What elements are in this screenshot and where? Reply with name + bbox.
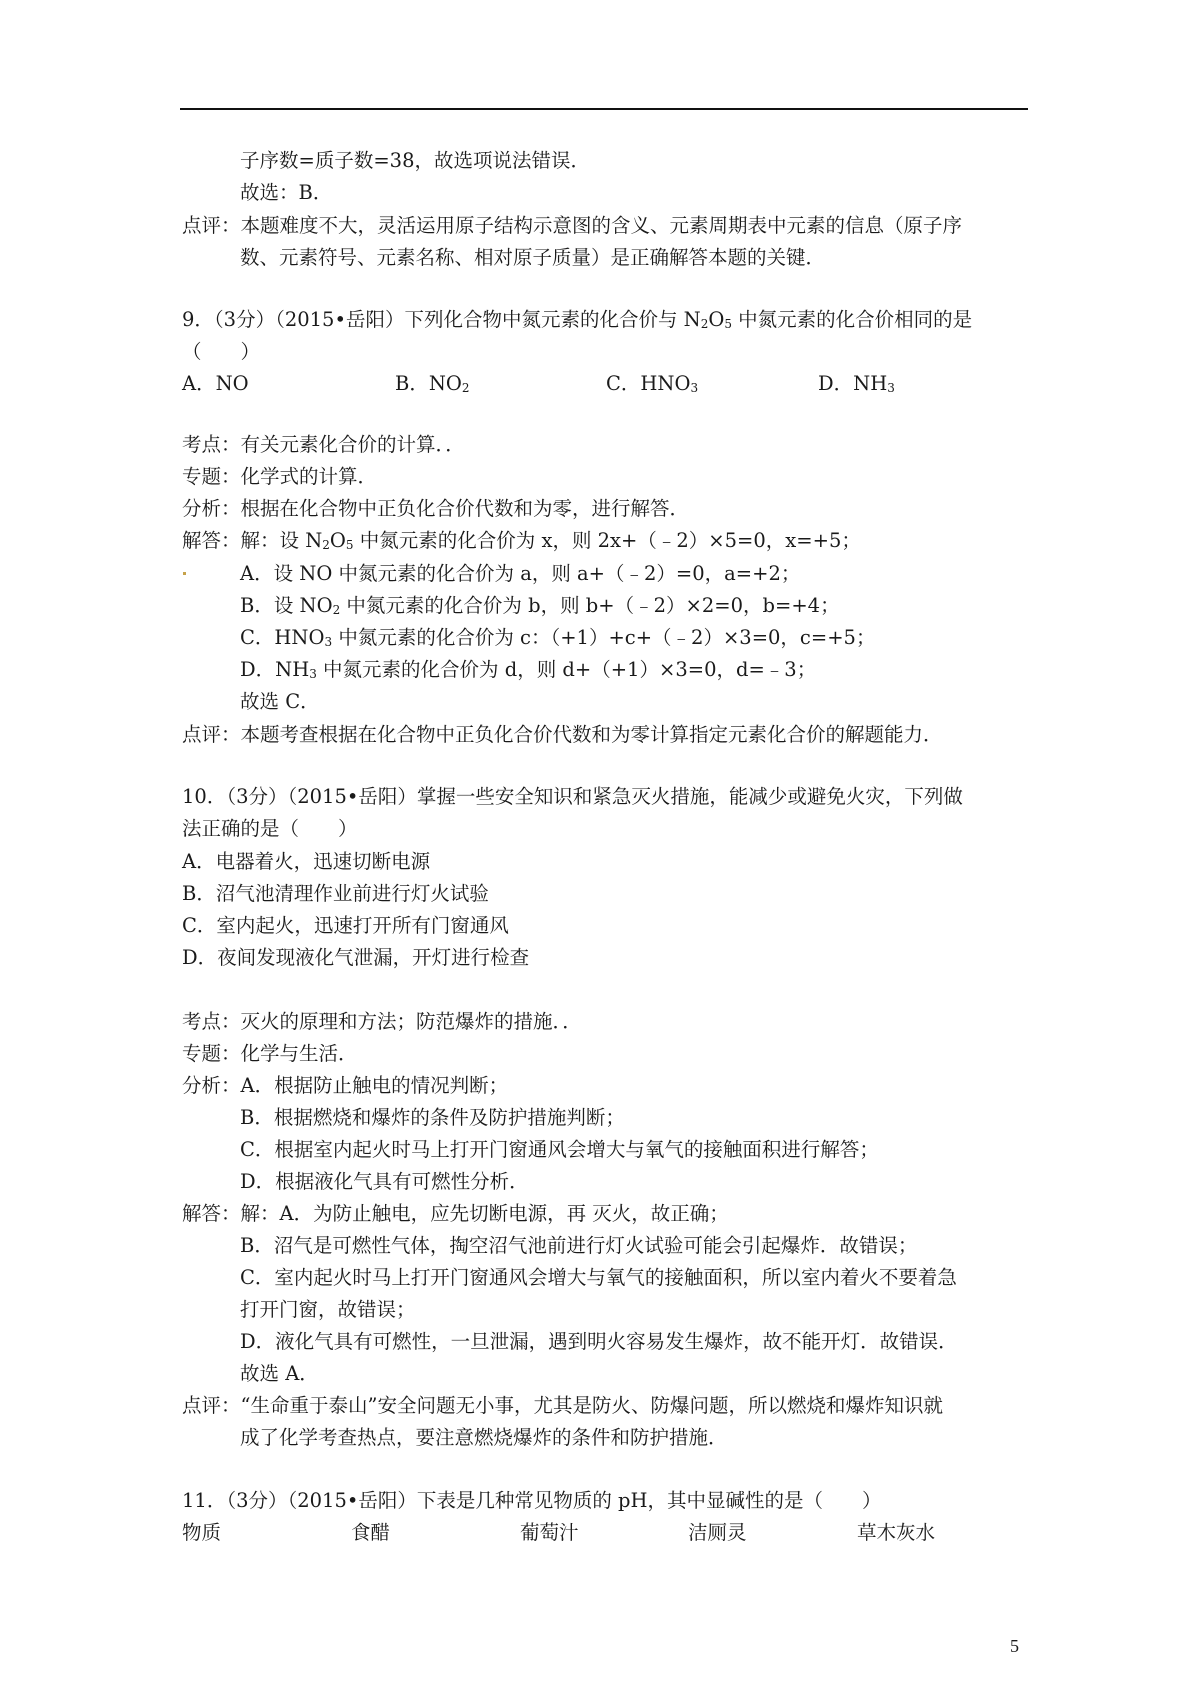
solution-line: 解答：解：A．为防止触电，应先切断电源，再 灭火，故正确； xyxy=(182,1202,729,1225)
header-rule xyxy=(180,108,1028,110)
analysis: B．根据燃烧和爆炸的条件及防护措施判断； xyxy=(240,1106,625,1129)
table-header-cell: 洁厕灵 xyxy=(688,1521,747,1544)
artifact-dot xyxy=(183,572,186,575)
solution-line: B．设 $NO_2$ 中氮元素的化合价为 b，则 b+（﹣2）×2=0，b=+4； xyxy=(240,594,840,617)
solution-line: D．$NH_3$ 中氮元素的化合价为 d，则 d+（+1）×3=0，d=﹣3； xyxy=(240,658,817,681)
comment-line: 点评：本题考查根据在化合物中正负化合价代数和为零计算指定元素化合价的解题能力． xyxy=(182,723,943,746)
text-line: 数、元素符号、元素名称、相对原子质量）是正确解答本题的关键． xyxy=(240,246,826,269)
analysis: 分析：A．根据防止触电的情况判断； xyxy=(182,1074,509,1097)
solution-line: B．沼气是可燃性气体，掏空沼气池前进行灯火试验可能会引起爆炸．故错误； xyxy=(240,1234,918,1257)
knowledge-point: 考点：灭火的原理和方法；防范爆炸的措施．． xyxy=(182,1010,582,1033)
question-11-stem: 11．（3分）（2015•岳阳）下表是几种常见物质的 pH，其中显碱性的是（ ） xyxy=(182,1489,882,1512)
solution-line: 解答：解：设 $N_2O_5$ 中氮元素的化合价为 x，则 2x+（﹣2）×5=0，x=+5； xyxy=(182,529,861,552)
comment-line: 点评：本题难度不大，灵活运用原子结构示意图的含义、元素周期表中元素的信息（原子序 xyxy=(182,214,963,237)
option-b: B．沼气池清理作业前进行灯火试验 xyxy=(182,882,489,905)
table-header-cell: 葡萄汁 xyxy=(520,1521,579,1544)
solution-line: C．室内起火时马上打开门窗通风会增大与氧气的接触面积，所以室内着火不要着急 xyxy=(240,1266,957,1289)
option-c: C．$HNO_3$ xyxy=(606,372,699,395)
option-a: A．NO xyxy=(182,372,249,395)
comment-line: 成了化学考查热点，要注意燃烧爆炸的条件和防护措施． xyxy=(240,1426,728,1449)
solution-line: C．$HNO_3$ 中氮元素的化合价为 c：（+1）+c+（﹣2）×3=0，c=+5； xyxy=(240,626,876,649)
solution-line: D．液化气具有可燃性，一旦泄漏，遇到明火容易发生爆炸，故不能开灯．故错误． xyxy=(240,1330,958,1353)
analysis: D．根据液化气具有可燃性分析． xyxy=(240,1170,529,1193)
comment-line: 点评：“生命重于泰山”安全问题无小事，尤其是防火、防爆问题，所以燃烧和爆炸知识就 xyxy=(182,1394,943,1417)
question-10-stem: 10．（3分）（2015•岳阳）掌握一些安全知识和紧急灭火措施，能减少或避免火灾，下列做 xyxy=(182,785,963,808)
option-b: B．$NO_2$ xyxy=(395,372,470,395)
page-number: 5 xyxy=(1010,1636,1019,1656)
analysis: C．根据室内起火时马上打开门窗通风会增大与氧气的接触面积进行解答； xyxy=(240,1138,879,1161)
option-a: A．电器着火，迅速切断电源 xyxy=(182,850,431,873)
solution-select: 故选 A． xyxy=(240,1362,319,1385)
analysis: 分析：根据在化合物中正负化合价代数和为零，进行解答． xyxy=(182,497,690,520)
table-header-cell: 食醋 xyxy=(351,1521,391,1544)
question-10-stem: 法正确的是（ ） xyxy=(182,817,358,840)
option-d: D．夜间发现液化气泄漏，开灯进行检查 xyxy=(182,946,530,969)
answer-blank: （ ） xyxy=(182,340,261,363)
text-line: 故选：B． xyxy=(240,181,333,204)
knowledge-point: 考点：有关元素化合价的计算．． xyxy=(182,433,465,456)
option-c: C．室内起火，迅速打开所有门窗通风 xyxy=(182,914,509,937)
topic: 专题：化学式的计算． xyxy=(182,465,378,488)
option-d: D．$NH_3$ xyxy=(818,372,895,395)
topic: 专题：化学与生活． xyxy=(182,1042,358,1065)
text-line: 子序数=质子数=38，故选项说法错误． xyxy=(240,149,590,172)
solution-line: A．设 NO 中氮元素的化合价为 a，则 a+（﹣2）=0，a=+2； xyxy=(240,562,801,585)
question-9-stem: 9．（3分）（2015•岳阳）下列化合物中氮元素的化合价与 $N_2O_5$ 中氮元素的化合价相同的是 xyxy=(182,308,973,331)
table-header-cell: 物质 xyxy=(182,1521,222,1544)
solution-select: 故选 C． xyxy=(240,690,320,713)
table-header-cell: 草木灰水 xyxy=(857,1521,936,1544)
solution-line: 打开门窗，故错误； xyxy=(240,1298,416,1321)
